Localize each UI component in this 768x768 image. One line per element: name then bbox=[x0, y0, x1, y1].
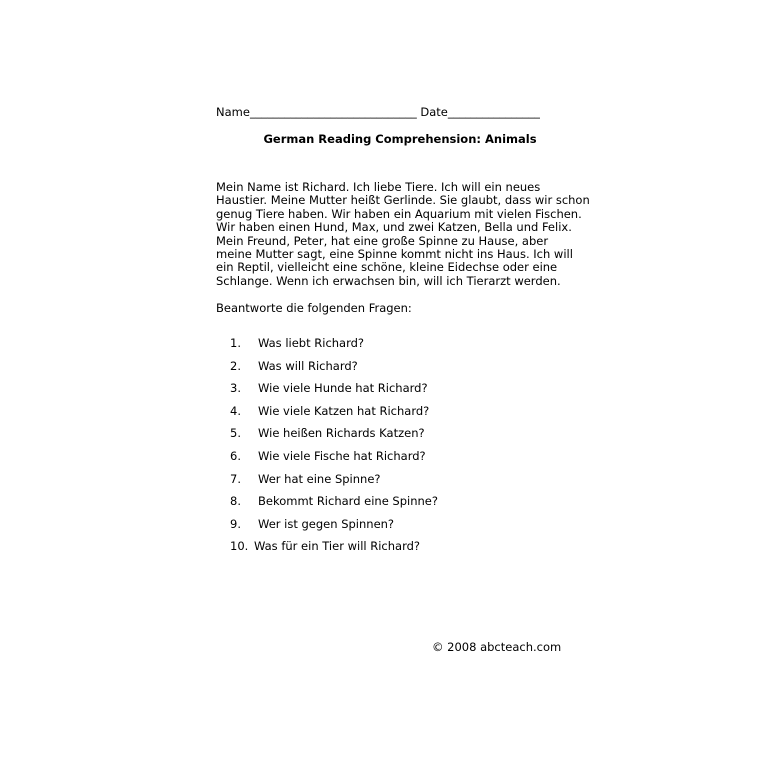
passage-line: meine Mutter sagt, eine Spinne kommt nicht ins Haus. Ich will bbox=[216, 247, 573, 262]
date-label: Date bbox=[420, 105, 448, 119]
question-number: 2. bbox=[230, 358, 241, 373]
passage-line: Mein Freund, Peter, hat eine große Spinne zu Hause, aber bbox=[216, 233, 549, 248]
question-item bbox=[230, 425, 438, 448]
name-label: Name bbox=[216, 105, 250, 119]
question-text: Was will Richard? bbox=[258, 358, 358, 373]
question-number: 1. bbox=[230, 336, 241, 350]
question-item bbox=[230, 358, 438, 381]
date-blank: ________________ bbox=[447, 105, 540, 119]
instruction-text: Beantworte die folgenden Fragen: bbox=[216, 301, 412, 315]
question-text: Wie heißen Richards Katzen? bbox=[258, 426, 425, 441]
question-item bbox=[230, 516, 438, 539]
question-item bbox=[230, 448, 438, 471]
question-text: Wie viele Fische hat Richard? bbox=[258, 448, 426, 463]
question-item bbox=[230, 380, 438, 403]
passage-line: ein Reptil, vielleicht eine schöne, kleine Eidechse oder eine bbox=[216, 260, 558, 275]
question-number: 9. bbox=[230, 516, 241, 531]
passage-line: genug Tiere haben. Wir haben ein Aquarium mit vielen Fischen. bbox=[216, 206, 582, 221]
question-number: 10. bbox=[230, 539, 249, 554]
question-number: 6. bbox=[230, 448, 241, 463]
name-date-line bbox=[216, 104, 540, 120]
question-item bbox=[230, 493, 438, 516]
copyright-notice: © 2008 abcteach.com bbox=[432, 640, 562, 654]
question-number: 5. bbox=[230, 426, 241, 441]
question-text: Wer ist gegen Spinnen? bbox=[258, 516, 395, 531]
question-text: Bekommt Richard eine Spinne? bbox=[258, 494, 438, 509]
passage-line: Mein Name ist Richard. Ich liebe Tiere. Ich will ein neues bbox=[216, 180, 541, 194]
question-text: Was für ein Tier will Richard? bbox=[254, 539, 421, 554]
question-text: Wer hat eine Spinne? bbox=[258, 471, 381, 486]
reading-passage bbox=[216, 181, 588, 288]
passage-line: Haustier. Meine Mutter heißt Gerlinde. Sie glaubt, dass wir schon bbox=[216, 193, 590, 208]
question-item bbox=[230, 471, 438, 494]
question-number: 8. bbox=[230, 494, 241, 509]
question-item bbox=[230, 335, 438, 358]
passage-line: Schlange. Wenn ich erwachsen bin, will ich Tierarzt werden. bbox=[216, 273, 561, 288]
question-number: 4. bbox=[230, 403, 241, 418]
question-text: Wie viele Hunde hat Richard? bbox=[258, 381, 428, 396]
question-item bbox=[230, 538, 438, 561]
question-text: Was liebt Richard? bbox=[258, 336, 365, 350]
name-blank: _____________________________ bbox=[249, 105, 417, 119]
question-number: 7. bbox=[230, 471, 241, 486]
question-text: Wie viele Katzen hat Richard? bbox=[258, 403, 430, 418]
question-list bbox=[230, 335, 438, 561]
passage-line: Wir haben einen Hund, Max, und zwei Katzen, Bella und Felix. bbox=[216, 220, 572, 235]
question-number: 3. bbox=[230, 381, 241, 396]
question-item bbox=[230, 403, 438, 426]
worksheet-title: German Reading Comprehension: Animals bbox=[263, 132, 537, 146]
